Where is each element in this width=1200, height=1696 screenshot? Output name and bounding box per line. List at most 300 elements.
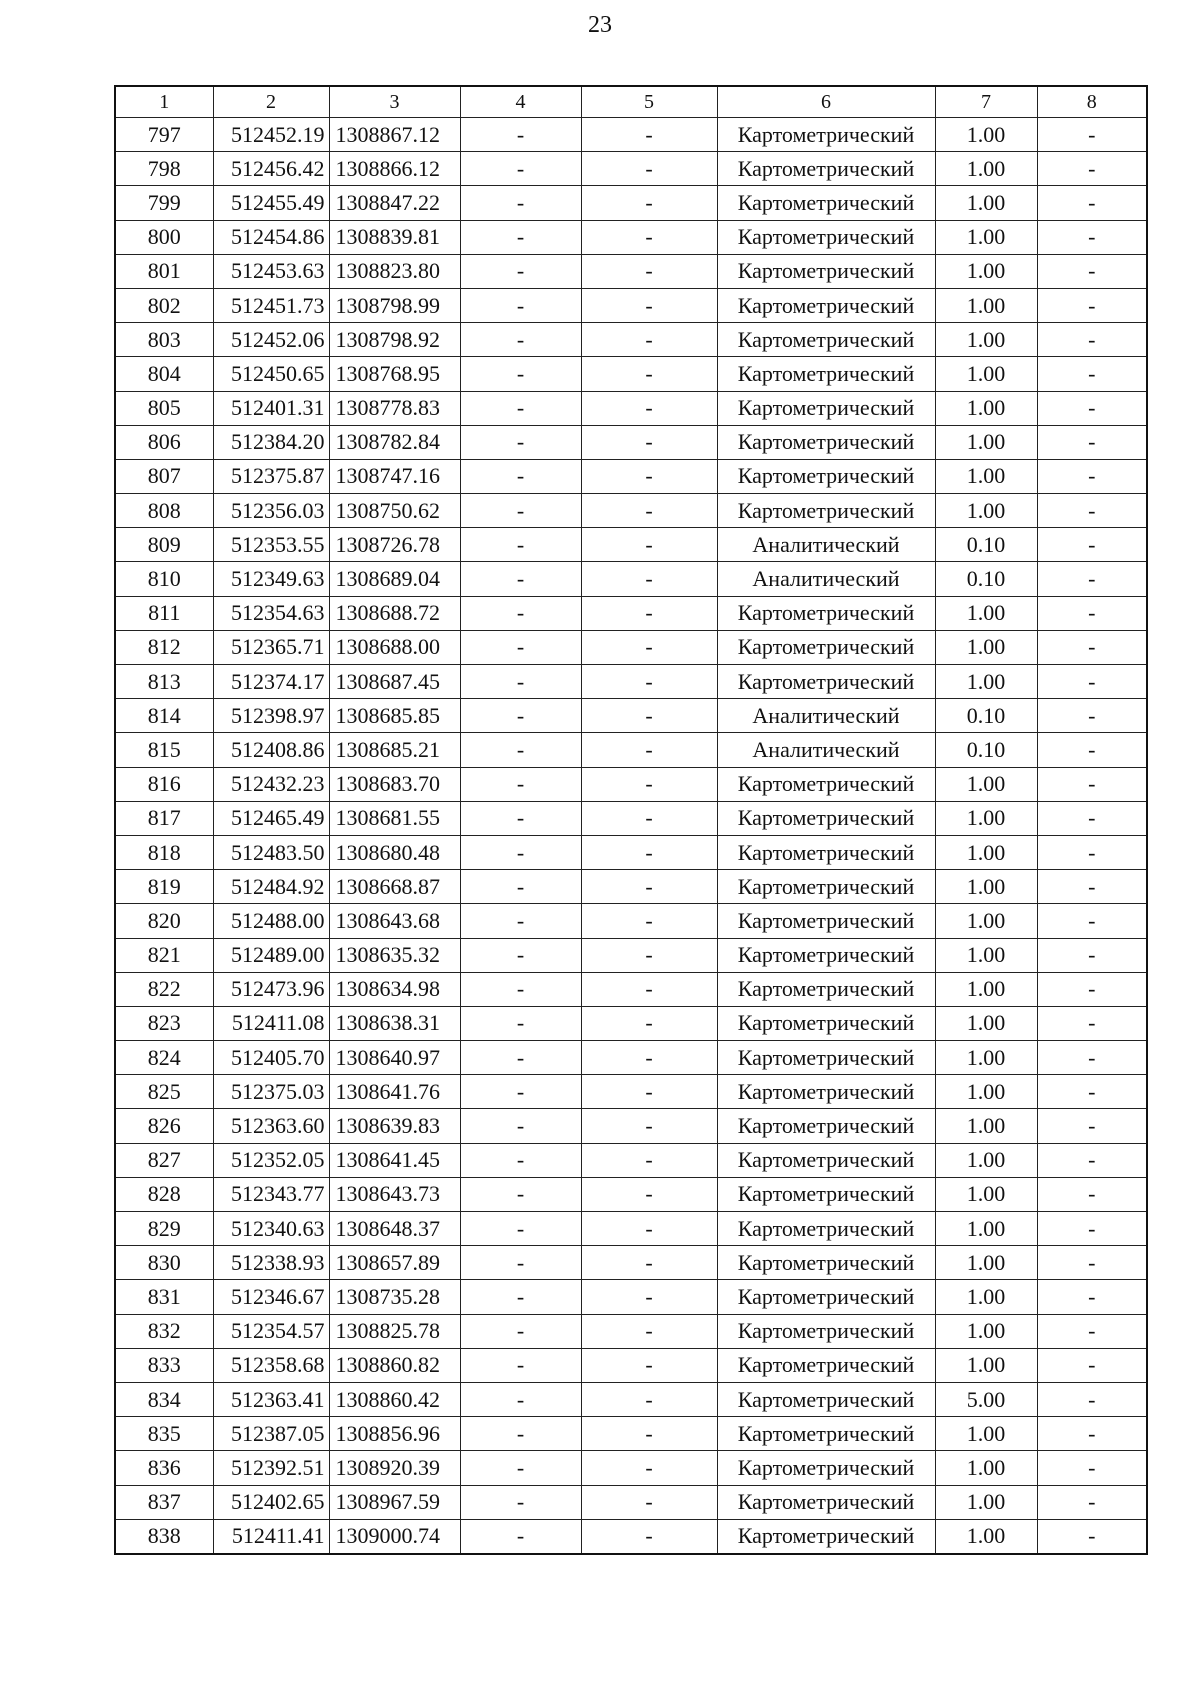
- table-cell: -: [1037, 1280, 1147, 1314]
- table-cell: 825: [115, 1075, 213, 1109]
- table-cell: -: [1037, 1417, 1147, 1451]
- table-cell: 512405.70: [213, 1041, 329, 1075]
- table-cell: 1308657.89: [329, 1246, 460, 1280]
- table-cell: 1.00: [935, 1212, 1037, 1246]
- table-cell: -: [581, 1212, 717, 1246]
- table-cell: 800: [115, 220, 213, 254]
- table-cell: 1.00: [935, 1075, 1037, 1109]
- table-cell: -: [1037, 1212, 1147, 1246]
- table-row: [115, 1246, 1147, 1280]
- table-cell: 512456.42: [213, 152, 329, 186]
- table-cell: -: [1037, 1109, 1147, 1143]
- table-cell: -: [1037, 835, 1147, 869]
- table-cell: 799: [115, 186, 213, 220]
- table-cell: 1.00: [935, 1143, 1037, 1177]
- table-cell: 826: [115, 1109, 213, 1143]
- table-cell: -: [1037, 1177, 1147, 1211]
- table-cell: -: [460, 528, 581, 562]
- table-cell: 797: [115, 118, 213, 152]
- table-cell: 0.10: [935, 528, 1037, 562]
- table-row: [115, 596, 1147, 630]
- table-cell: -: [581, 357, 717, 391]
- column-header: 5: [581, 86, 717, 118]
- table-cell: 813: [115, 665, 213, 699]
- table-cell: 819: [115, 870, 213, 904]
- table-cell: 815: [115, 733, 213, 767]
- table-cell: Картометрический: [717, 1280, 935, 1314]
- table-cell: -: [581, 528, 717, 562]
- table-cell: Картометрический: [717, 767, 935, 801]
- table-row: [115, 357, 1147, 391]
- table-cell: 1.00: [935, 152, 1037, 186]
- table-cell: Картометрический: [717, 391, 935, 425]
- table-cell: 822: [115, 972, 213, 1006]
- table-row: [115, 288, 1147, 322]
- table-cell: Картометрический: [717, 1006, 935, 1040]
- table-row: [115, 220, 1147, 254]
- table-cell: Картометрический: [717, 1143, 935, 1177]
- table-cell: 512454.86: [213, 220, 329, 254]
- table-cell: 1.00: [935, 220, 1037, 254]
- table-cell: 512375.03: [213, 1075, 329, 1109]
- table-cell: -: [581, 767, 717, 801]
- table-cell: -: [581, 288, 717, 322]
- table-cell: -: [581, 254, 717, 288]
- table-cell: Картометрический: [717, 186, 935, 220]
- column-header: 1: [115, 86, 213, 118]
- table-cell: 0.10: [935, 562, 1037, 596]
- table-cell: -: [581, 1143, 717, 1177]
- table-cell: -: [581, 152, 717, 186]
- table-cell: -: [1037, 1485, 1147, 1519]
- table-cell: -: [460, 1041, 581, 1075]
- table-row: [115, 801, 1147, 835]
- table-cell: 1.00: [935, 288, 1037, 322]
- table-cell: -: [1037, 1519, 1147, 1554]
- table-cell: Картометрический: [717, 1382, 935, 1416]
- table-cell: -: [1037, 528, 1147, 562]
- table-cell: 512432.23: [213, 767, 329, 801]
- table-cell: Картометрический: [717, 254, 935, 288]
- table-cell: 512452.06: [213, 323, 329, 357]
- table-cell: Картометрический: [717, 1212, 935, 1246]
- table-cell: 838: [115, 1519, 213, 1554]
- table-row: [115, 904, 1147, 938]
- table-cell: -: [581, 220, 717, 254]
- table-cell: 1308847.22: [329, 186, 460, 220]
- table-cell: 1308825.78: [329, 1314, 460, 1348]
- table-cell: -: [581, 596, 717, 630]
- table-cell: 1308735.28: [329, 1280, 460, 1314]
- table-cell: -: [1037, 1041, 1147, 1075]
- table-cell: 1.00: [935, 1109, 1037, 1143]
- table-cell: -: [1037, 254, 1147, 288]
- column-header: 6: [717, 86, 935, 118]
- table-cell: -: [460, 1519, 581, 1554]
- table-cell: -: [581, 118, 717, 152]
- table-cell: -: [1037, 1451, 1147, 1485]
- table-cell: -: [581, 1314, 717, 1348]
- table-cell: 1308643.73: [329, 1177, 460, 1211]
- table-cell: 0.10: [935, 699, 1037, 733]
- table-cell: 1.00: [935, 870, 1037, 904]
- table-cell: -: [581, 1006, 717, 1040]
- table-cell: -: [1037, 425, 1147, 459]
- table-cell: -: [460, 1177, 581, 1211]
- table-cell: 1.00: [935, 1451, 1037, 1485]
- table-cell: -: [581, 904, 717, 938]
- table-cell: Картометрический: [717, 1485, 935, 1519]
- table-cell: 1.00: [935, 1041, 1037, 1075]
- table-cell: Аналитический: [717, 562, 935, 596]
- table-cell: 512384.20: [213, 425, 329, 459]
- table-cell: -: [581, 972, 717, 1006]
- table-cell: 512363.41: [213, 1382, 329, 1416]
- table-cell: 512375.87: [213, 459, 329, 493]
- table-cell: 810: [115, 562, 213, 596]
- table-cell: 828: [115, 1177, 213, 1211]
- table-cell: 812: [115, 630, 213, 664]
- table-cell: -: [1037, 801, 1147, 835]
- table-cell: 1.00: [935, 357, 1037, 391]
- table-cell: 1308823.80: [329, 254, 460, 288]
- table-cell: 807: [115, 459, 213, 493]
- table-cell: 801: [115, 254, 213, 288]
- table-cell: 805: [115, 391, 213, 425]
- table-cell: -: [460, 186, 581, 220]
- table-cell: 817: [115, 801, 213, 835]
- table-row: [115, 528, 1147, 562]
- table-row: [115, 1348, 1147, 1382]
- coordinates-table: [114, 85, 1148, 1555]
- table-cell: -: [460, 1143, 581, 1177]
- table-cell: -: [460, 152, 581, 186]
- table-cell: -: [1037, 1314, 1147, 1348]
- table-cell: -: [1037, 220, 1147, 254]
- table-cell: -: [460, 1006, 581, 1040]
- table-cell: -: [460, 1109, 581, 1143]
- table-cell: Картометрический: [717, 972, 935, 1006]
- table-row: [115, 186, 1147, 220]
- table-cell: -: [460, 288, 581, 322]
- table-cell: Картометрический: [717, 425, 935, 459]
- table-cell: -: [1037, 1382, 1147, 1416]
- table-cell: Картометрический: [717, 1519, 935, 1554]
- table-cell: 1308683.70: [329, 767, 460, 801]
- table-cell: 512450.65: [213, 357, 329, 391]
- table-cell: Картометрический: [717, 1109, 935, 1143]
- table-cell: -: [1037, 870, 1147, 904]
- table-row: [115, 767, 1147, 801]
- table-cell: 834: [115, 1382, 213, 1416]
- table-cell: 1.00: [935, 186, 1037, 220]
- table-cell: -: [1037, 459, 1147, 493]
- table-row: [115, 972, 1147, 1006]
- table-cell: 1.00: [935, 254, 1037, 288]
- table-cell: -: [1037, 494, 1147, 528]
- table-cell: 1308688.00: [329, 630, 460, 664]
- table-cell: Картометрический: [717, 596, 935, 630]
- table-cell: -: [581, 186, 717, 220]
- table-cell: 1.00: [935, 596, 1037, 630]
- table-row: [115, 1314, 1147, 1348]
- table-cell: 512401.31: [213, 391, 329, 425]
- table-cell: 512354.57: [213, 1314, 329, 1348]
- table-cell: -: [581, 391, 717, 425]
- table-cell: -: [581, 1348, 717, 1382]
- table-cell: -: [460, 596, 581, 630]
- table-row: [115, 1041, 1147, 1075]
- table-cell: 1.00: [935, 972, 1037, 1006]
- table-cell: 1308798.92: [329, 323, 460, 357]
- table-row: [115, 665, 1147, 699]
- table-cell: 1.00: [935, 767, 1037, 801]
- table-cell: 1.00: [935, 1006, 1037, 1040]
- table-cell: Картометрический: [717, 630, 935, 664]
- table-cell: 1.00: [935, 1314, 1037, 1348]
- table-row: [115, 699, 1147, 733]
- table-cell: 814: [115, 699, 213, 733]
- table-cell: -: [460, 801, 581, 835]
- table-cell: 512387.05: [213, 1417, 329, 1451]
- table-cell: 1.00: [935, 494, 1037, 528]
- table-cell: 1.00: [935, 1417, 1037, 1451]
- table-cell: 1.00: [935, 425, 1037, 459]
- table-cell: 512349.63: [213, 562, 329, 596]
- column-header: 3: [329, 86, 460, 118]
- table-cell: 823: [115, 1006, 213, 1040]
- table-cell: 835: [115, 1417, 213, 1451]
- table-cell: 512346.67: [213, 1280, 329, 1314]
- table-cell: -: [1037, 1006, 1147, 1040]
- table-cell: -: [581, 630, 717, 664]
- table-cell: Картометрический: [717, 835, 935, 869]
- table-cell: 1308648.37: [329, 1212, 460, 1246]
- table-cell: -: [460, 494, 581, 528]
- table-cell: 1308860.42: [329, 1382, 460, 1416]
- table-cell: Аналитический: [717, 528, 935, 562]
- table-cell: -: [460, 1417, 581, 1451]
- table-cell: -: [1037, 1246, 1147, 1280]
- table-cell: 512473.96: [213, 972, 329, 1006]
- table-cell: Картометрический: [717, 801, 935, 835]
- table-cell: -: [460, 835, 581, 869]
- table-cell: 1.00: [935, 904, 1037, 938]
- table-cell: -: [581, 1109, 717, 1143]
- table-cell: -: [581, 562, 717, 596]
- table-row: [115, 1382, 1147, 1416]
- table-cell: -: [460, 733, 581, 767]
- table-cell: -: [460, 665, 581, 699]
- table-row: [115, 323, 1147, 357]
- table-cell: 1308866.12: [329, 152, 460, 186]
- table-cell: 804: [115, 357, 213, 391]
- table-cell: -: [581, 459, 717, 493]
- table-cell: 512338.93: [213, 1246, 329, 1280]
- table-cell: 837: [115, 1485, 213, 1519]
- table-cell: 1308839.81: [329, 220, 460, 254]
- table-cell: -: [1037, 665, 1147, 699]
- table-cell: -: [460, 1212, 581, 1246]
- table-cell: 1308685.21: [329, 733, 460, 767]
- table-cell: 809: [115, 528, 213, 562]
- table-cell: Картометрический: [717, 494, 935, 528]
- table-row: [115, 391, 1147, 425]
- table-cell: -: [1037, 1143, 1147, 1177]
- table-cell: -: [581, 733, 717, 767]
- table-cell: 512358.68: [213, 1348, 329, 1382]
- table-cell: -: [1037, 1348, 1147, 1382]
- table-cell: Картометрический: [717, 1041, 935, 1075]
- table-cell: 802: [115, 288, 213, 322]
- table-cell: -: [581, 1485, 717, 1519]
- table-cell: 1.00: [935, 835, 1037, 869]
- table-cell: 1.00: [935, 1485, 1037, 1519]
- table-cell: 1308635.32: [329, 938, 460, 972]
- table-cell: -: [460, 118, 581, 152]
- table-cell: 806: [115, 425, 213, 459]
- table-cell: 512489.00: [213, 938, 329, 972]
- table-cell: -: [581, 1246, 717, 1280]
- table-cell: Картометрический: [717, 870, 935, 904]
- table-cell: 811: [115, 596, 213, 630]
- table-cell: 512411.08: [213, 1006, 329, 1040]
- table-cell: 831: [115, 1280, 213, 1314]
- table-cell: 512455.49: [213, 186, 329, 220]
- table-row: [115, 1519, 1147, 1554]
- table-cell: -: [581, 1382, 717, 1416]
- table-cell: -: [581, 1451, 717, 1485]
- table-row: [115, 1109, 1147, 1143]
- table-cell: -: [460, 323, 581, 357]
- table-cell: 1308867.12: [329, 118, 460, 152]
- table-cell: 512374.17: [213, 665, 329, 699]
- table-row: [115, 1417, 1147, 1451]
- table-cell: 832: [115, 1314, 213, 1348]
- table-cell: 1308641.76: [329, 1075, 460, 1109]
- table-cell: 512483.50: [213, 835, 329, 869]
- table-cell: Картометрический: [717, 1177, 935, 1211]
- table-cell: 808: [115, 494, 213, 528]
- table-cell: -: [581, 323, 717, 357]
- table-cell: Картометрический: [717, 1314, 935, 1348]
- table-cell: 1308639.83: [329, 1109, 460, 1143]
- table-cell: 830: [115, 1246, 213, 1280]
- table-cell: 1308782.84: [329, 425, 460, 459]
- table-cell: 1308860.82: [329, 1348, 460, 1382]
- table-cell: 1308798.99: [329, 288, 460, 322]
- table-cell: 1.00: [935, 391, 1037, 425]
- table-row: [115, 562, 1147, 596]
- table-cell: -: [460, 1314, 581, 1348]
- table-row: [115, 733, 1147, 767]
- table-row: [115, 494, 1147, 528]
- table-cell: 512343.77: [213, 1177, 329, 1211]
- table-cell: 1.00: [935, 459, 1037, 493]
- table-cell: -: [1037, 630, 1147, 664]
- table-cell: -: [1037, 904, 1147, 938]
- table-cell: -: [581, 699, 717, 733]
- table-cell: 512402.65: [213, 1485, 329, 1519]
- table-cell: 512353.55: [213, 528, 329, 562]
- table-row: [115, 1006, 1147, 1040]
- table-cell: 1.00: [935, 1519, 1037, 1554]
- table-cell: 1.00: [935, 1177, 1037, 1211]
- table-row: [115, 254, 1147, 288]
- table-cell: 824: [115, 1041, 213, 1075]
- table-cell: -: [1037, 972, 1147, 1006]
- table-row: [115, 1143, 1147, 1177]
- table-cell: -: [581, 425, 717, 459]
- table-cell: Картометрический: [717, 1451, 935, 1485]
- table-cell: -: [460, 220, 581, 254]
- table-cell: 1308747.16: [329, 459, 460, 493]
- table-row: [115, 425, 1147, 459]
- table-cell: Картометрический: [717, 323, 935, 357]
- table-row: [115, 630, 1147, 664]
- table-cell: Картометрический: [717, 1075, 935, 1109]
- table-cell: 1308668.87: [329, 870, 460, 904]
- table-cell: -: [1037, 938, 1147, 972]
- table-cell: 821: [115, 938, 213, 972]
- table-cell: 1308634.98: [329, 972, 460, 1006]
- table-row: [115, 1280, 1147, 1314]
- table-cell: 829: [115, 1212, 213, 1246]
- table-cell: 1308768.95: [329, 357, 460, 391]
- table-row: [115, 1212, 1147, 1246]
- table-cell: 512365.71: [213, 630, 329, 664]
- table-cell: -: [460, 1382, 581, 1416]
- table-cell: 512356.03: [213, 494, 329, 528]
- table-cell: -: [1037, 357, 1147, 391]
- table-cell: -: [1037, 562, 1147, 596]
- table-body: [115, 118, 1147, 1554]
- table-cell: 5.00: [935, 1382, 1037, 1416]
- table-cell: -: [581, 1280, 717, 1314]
- table-cell: -: [460, 254, 581, 288]
- table-cell: -: [1037, 118, 1147, 152]
- table-cell: -: [581, 835, 717, 869]
- table-cell: Картометрический: [717, 1246, 935, 1280]
- table-cell: -: [460, 425, 581, 459]
- table-cell: -: [581, 1417, 717, 1451]
- table-cell: -: [460, 630, 581, 664]
- table-row: [115, 1177, 1147, 1211]
- table-cell: -: [581, 494, 717, 528]
- table-cell: 0.10: [935, 733, 1037, 767]
- table-header-row: [115, 86, 1147, 118]
- table-cell: 1.00: [935, 665, 1037, 699]
- table-cell: Картометрический: [717, 220, 935, 254]
- table-cell: 512354.63: [213, 596, 329, 630]
- table-cell: -: [581, 870, 717, 904]
- table-cell: -: [460, 562, 581, 596]
- table-cell: Картометрический: [717, 152, 935, 186]
- table-cell: Картометрический: [717, 357, 935, 391]
- column-header: 7: [935, 86, 1037, 118]
- table-cell: -: [460, 1485, 581, 1519]
- table-cell: 1.00: [935, 801, 1037, 835]
- table-cell: -: [581, 1519, 717, 1554]
- table-cell: -: [581, 938, 717, 972]
- table-cell: -: [581, 801, 717, 835]
- table-cell: 1.00: [935, 938, 1037, 972]
- table-cell: 1308687.45: [329, 665, 460, 699]
- table-cell: 1308726.78: [329, 528, 460, 562]
- table-cell: -: [460, 1246, 581, 1280]
- table-cell: -: [460, 972, 581, 1006]
- table-cell: 1.00: [935, 630, 1037, 664]
